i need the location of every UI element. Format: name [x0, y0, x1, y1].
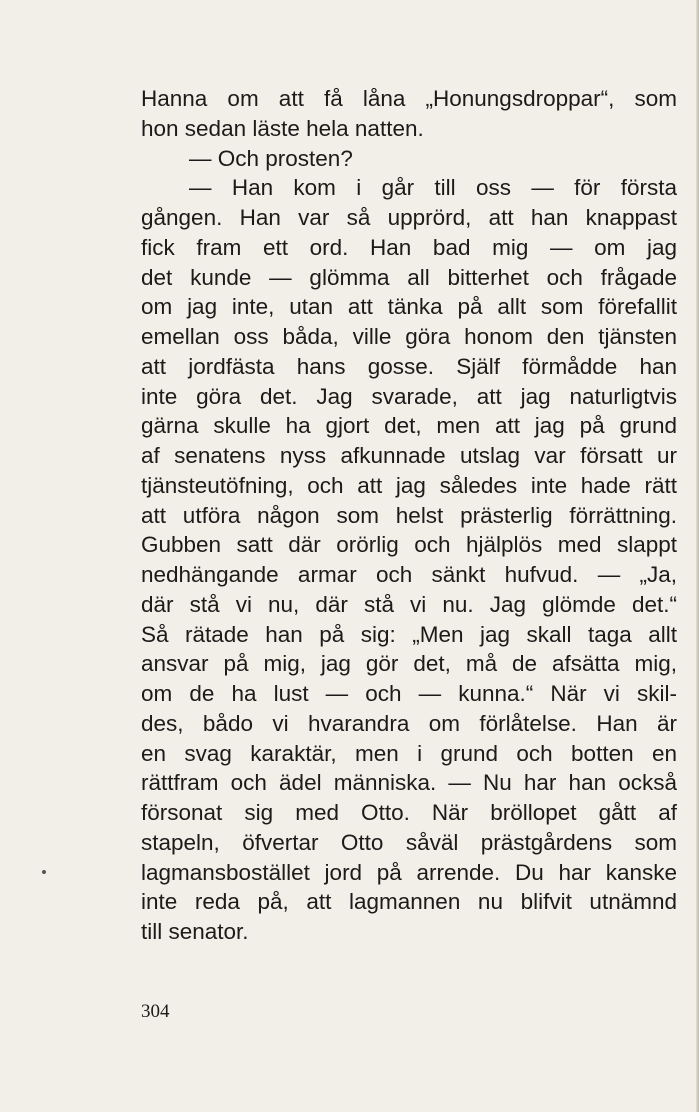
text-line: — Han kom i går till oss — för första: [189, 175, 677, 201]
text-line: rättfram och ädel människa. — Nu har han också: [141, 770, 677, 796]
text-line: där stå vi nu, där stå vi nu. Jag glömde det.“: [141, 591, 677, 617]
text-line: ansvar på mig, jag gör det, må de afsätta mig,: [141, 651, 677, 677]
text-line: — Och prosten?: [189, 145, 353, 171]
text-line: Gubben satt där orörlig och hjälplös med slappt: [141, 532, 677, 558]
text-line: gärna skulle ha gjort det, men att jag på grund: [141, 413, 677, 439]
text-line: att jordfästa hans gosse. Själf förmådde han: [141, 353, 677, 379]
text-line: inte reda på, att lagmannen nu blifvit utnämnd: [141, 889, 677, 915]
text-line: des, bådo vi hvarandra om förlåtelse. Han är: [141, 710, 677, 736]
text-line: tjänsteutöfning, och att jag således inte hade rätt: [141, 472, 677, 498]
text-line: till senator.: [141, 919, 249, 944]
text-line: inte göra det. Jag svarade, att jag naturligtvis: [141, 383, 677, 409]
text-line: hon sedan läste hela natten.: [141, 115, 424, 141]
text-line: nedhängande armar och sänkt hufvud. — „Ja,: [141, 562, 677, 587]
text-line: om de ha lust — och — kunna.“ När vi skil-: [141, 681, 677, 706]
text-line: att utföra någon som helst prästerlig förrättning.: [141, 502, 677, 528]
text-line: om jag inte, utan att tänka på allt som förefallit: [141, 294, 677, 320]
text-line: gången. Han var så upprörd, att han knappast: [141, 205, 677, 230]
page-number: 304: [141, 1001, 170, 1022]
text-line: Hanna om att få låna „Honungsdroppar“, som: [141, 86, 677, 111]
text-line: stapeln, öfvertar Otto såväl prästgårdens som: [141, 829, 677, 855]
ink-speck: [42, 870, 46, 874]
text-line: fick fram ett ord. Han bad mig — om jag: [141, 234, 677, 260]
text-line: af senatens nyss afkunnade utslag var försatt ur: [141, 443, 677, 468]
text-line: försonat sig med Otto. När bröllopet gått af: [141, 800, 677, 825]
text-line: Så rätade han på sig: „Men jag skall taga allt: [141, 621, 677, 647]
body-text: [141, 84, 677, 947]
text-line: det kunde — glömma all bitterhet och frågade: [141, 264, 677, 290]
text-line: emellan oss båda, ville göra honom den tjänsten: [141, 324, 677, 349]
text-line: en svag karaktär, men i grund och botten en: [141, 740, 677, 766]
text-line: lagmansbostället jord på arrende. Du har kanske: [141, 859, 677, 885]
